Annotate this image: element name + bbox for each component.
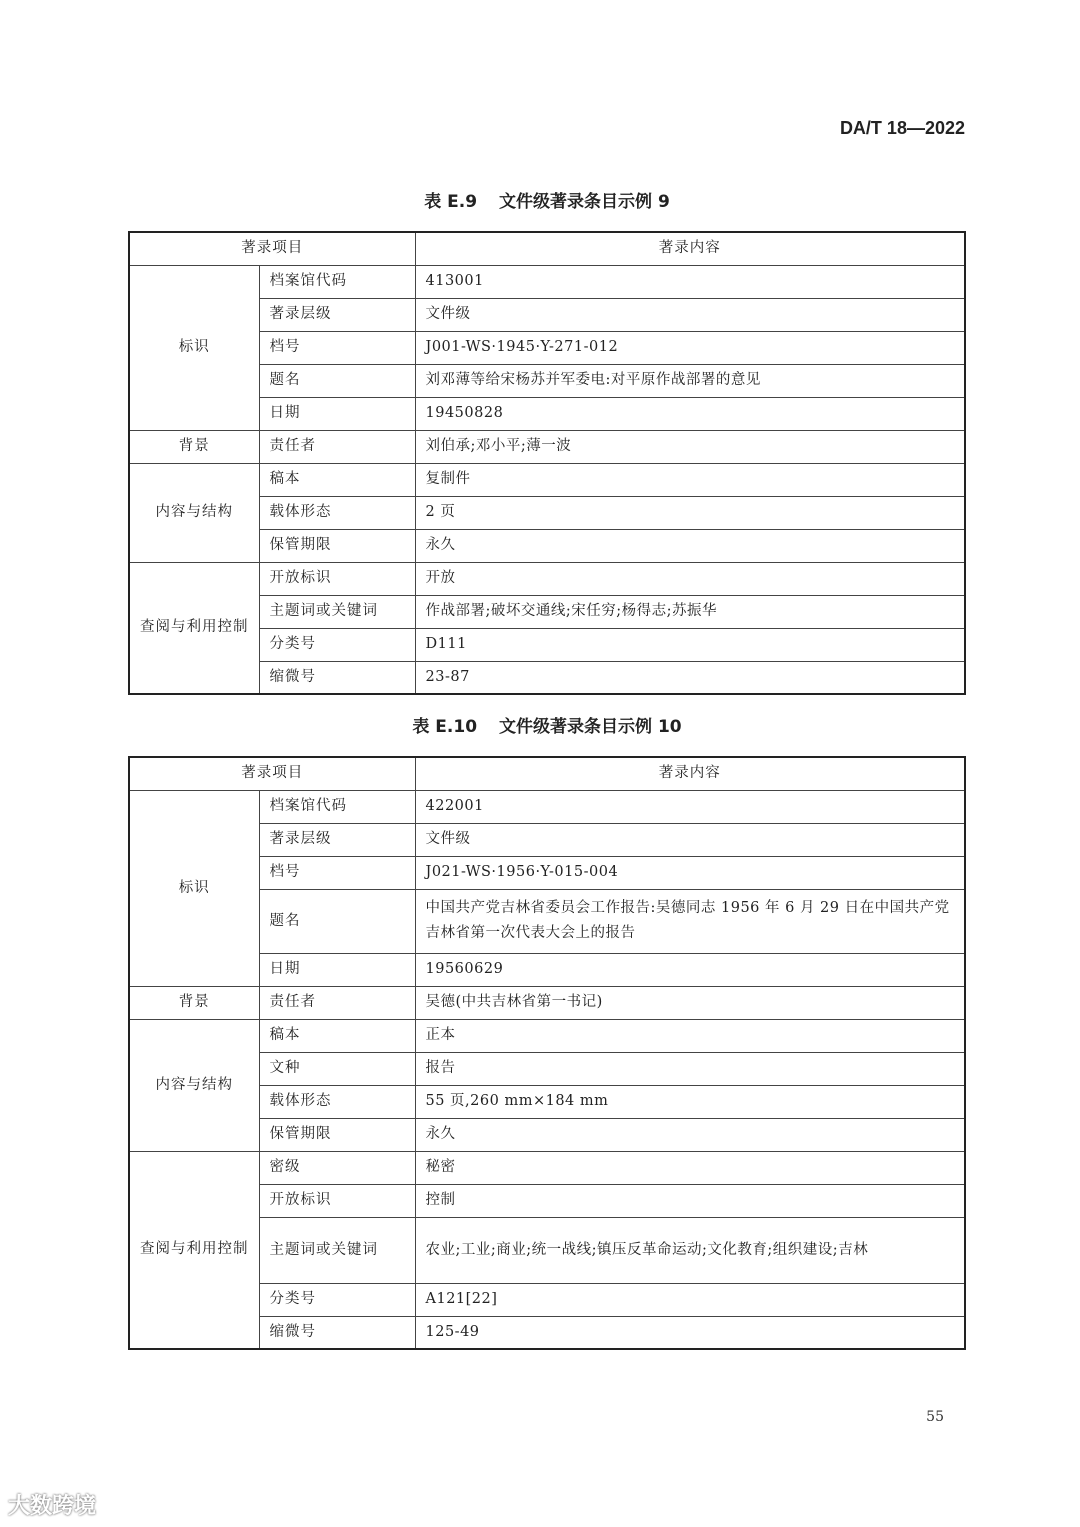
item-value: 125-49 — [415, 1316, 965, 1349]
item-label: 缩微号 — [259, 1316, 415, 1349]
item-label: 日期 — [259, 397, 415, 430]
group-label: 背景 — [129, 986, 259, 1019]
item-label: 责任者 — [259, 986, 415, 1019]
item-value: J001-WS·1945·Y-271-012 — [415, 331, 965, 364]
item-value: 永久 — [415, 1118, 965, 1151]
table-e10 — [128, 756, 966, 1350]
item-value: 中国共产党吉林省委员会工作报告:吴德同志 1956 年 6 月 29 日在中国共产党吉林省第一次代表大会上的报告 — [415, 889, 965, 953]
group-label: 内容与结构 — [129, 1019, 259, 1151]
table-e10-header-item: 著录项目 — [129, 757, 415, 790]
item-label: 分类号 — [259, 628, 415, 661]
item-label: 分类号 — [259, 1283, 415, 1316]
item-label: 档案馆代码 — [259, 265, 415, 298]
table-e9 — [128, 231, 966, 695]
item-label: 责任者 — [259, 430, 415, 463]
item-label: 载体形态 — [259, 1085, 415, 1118]
item-value: D111 — [415, 628, 965, 661]
item-value: 刘伯承;邓小平;薄一波 — [415, 430, 965, 463]
item-label: 缩微号 — [259, 661, 415, 694]
item-label: 保管期限 — [259, 529, 415, 562]
item-label: 日期 — [259, 953, 415, 986]
item-label: 档号 — [259, 331, 415, 364]
group-label: 标识 — [129, 790, 259, 986]
item-value: 413001 — [415, 265, 965, 298]
table-row — [129, 430, 965, 463]
item-label: 文种 — [259, 1052, 415, 1085]
item-label: 密级 — [259, 1151, 415, 1184]
item-value: 吴德(中共吉林省第一书记) — [415, 986, 965, 1019]
table-e9-header-item: 著录项目 — [129, 232, 415, 265]
item-label: 稿本 — [259, 463, 415, 496]
item-value: A121[22] — [415, 1283, 965, 1316]
table-row — [129, 1019, 965, 1052]
item-value: 永久 — [415, 529, 965, 562]
item-label: 主题词或关键词 — [259, 1217, 415, 1283]
item-value: J021-WS·1956·Y-015-004 — [415, 856, 965, 889]
group-label: 查阅与利用控制 — [129, 562, 259, 694]
table-e9-caption-number: 表 E.9 — [424, 192, 478, 212]
item-value: 刘邓薄等给宋杨苏并军委电:对平原作战部署的意见 — [415, 364, 965, 397]
item-value: 55 页,260 mm×184 mm — [415, 1085, 965, 1118]
item-value: 2 页 — [415, 496, 965, 529]
table-row — [129, 986, 965, 1019]
item-value: 422001 — [415, 790, 965, 823]
item-value: 文件级 — [415, 298, 965, 331]
item-value: 19560629 — [415, 953, 965, 986]
table-e10-caption-number: 表 E.10 — [412, 717, 478, 737]
item-value: 秘密 — [415, 1151, 965, 1184]
item-value: 文件级 — [415, 823, 965, 856]
item-label: 档案馆代码 — [259, 790, 415, 823]
table-e10-header-content: 著录内容 — [415, 757, 965, 790]
item-label: 著录层级 — [259, 298, 415, 331]
group-label: 背景 — [129, 430, 259, 463]
item-label: 题名 — [259, 364, 415, 397]
table-row — [129, 562, 965, 595]
item-label: 开放标识 — [259, 562, 415, 595]
table-e9-caption — [128, 187, 966, 212]
table-row — [129, 790, 965, 823]
item-label: 保管期限 — [259, 1118, 415, 1151]
standard-code: DA/T 18—2022 — [839, 118, 965, 138]
item-value: 开放 — [415, 562, 965, 595]
item-label: 题名 — [259, 889, 415, 953]
table-e10-caption-title: 文件级著录条目示例 10 — [499, 717, 682, 737]
item-label: 稿本 — [259, 1019, 415, 1052]
item-value: 正本 — [415, 1019, 965, 1052]
page-number: 55 — [926, 1409, 944, 1425]
table-row — [129, 463, 965, 496]
item-value: 23-87 — [415, 661, 965, 694]
item-value: 控制 — [415, 1184, 965, 1217]
table-e10-caption — [128, 712, 966, 737]
group-label: 内容与结构 — [129, 463, 259, 562]
table-e9-caption-title: 文件级著录条目示例 9 — [499, 192, 670, 212]
item-label: 开放标识 — [259, 1184, 415, 1217]
item-label: 主题词或关键词 — [259, 595, 415, 628]
table-e9-body — [129, 265, 965, 694]
table-row — [129, 265, 965, 298]
group-label: 标识 — [129, 265, 259, 430]
item-value: 复制件 — [415, 463, 965, 496]
table-e9-header-content: 著录内容 — [415, 232, 965, 265]
item-value: 农业;工业;商业;统一战线;镇压反革命运动;文化教育;组织建设;吉林 — [415, 1217, 965, 1283]
item-value: 19450828 — [415, 397, 965, 430]
item-label: 著录层级 — [259, 823, 415, 856]
item-value: 报告 — [415, 1052, 965, 1085]
table-row — [129, 1151, 965, 1184]
watermark: 大数跨境 — [8, 1494, 97, 1519]
table-e10-body — [129, 790, 965, 1349]
group-label: 查阅与利用控制 — [129, 1151, 259, 1349]
item-label: 档号 — [259, 856, 415, 889]
item-value: 作战部署;破坏交通线;宋任穷;杨得志;苏振华 — [415, 595, 965, 628]
item-label: 载体形态 — [259, 496, 415, 529]
